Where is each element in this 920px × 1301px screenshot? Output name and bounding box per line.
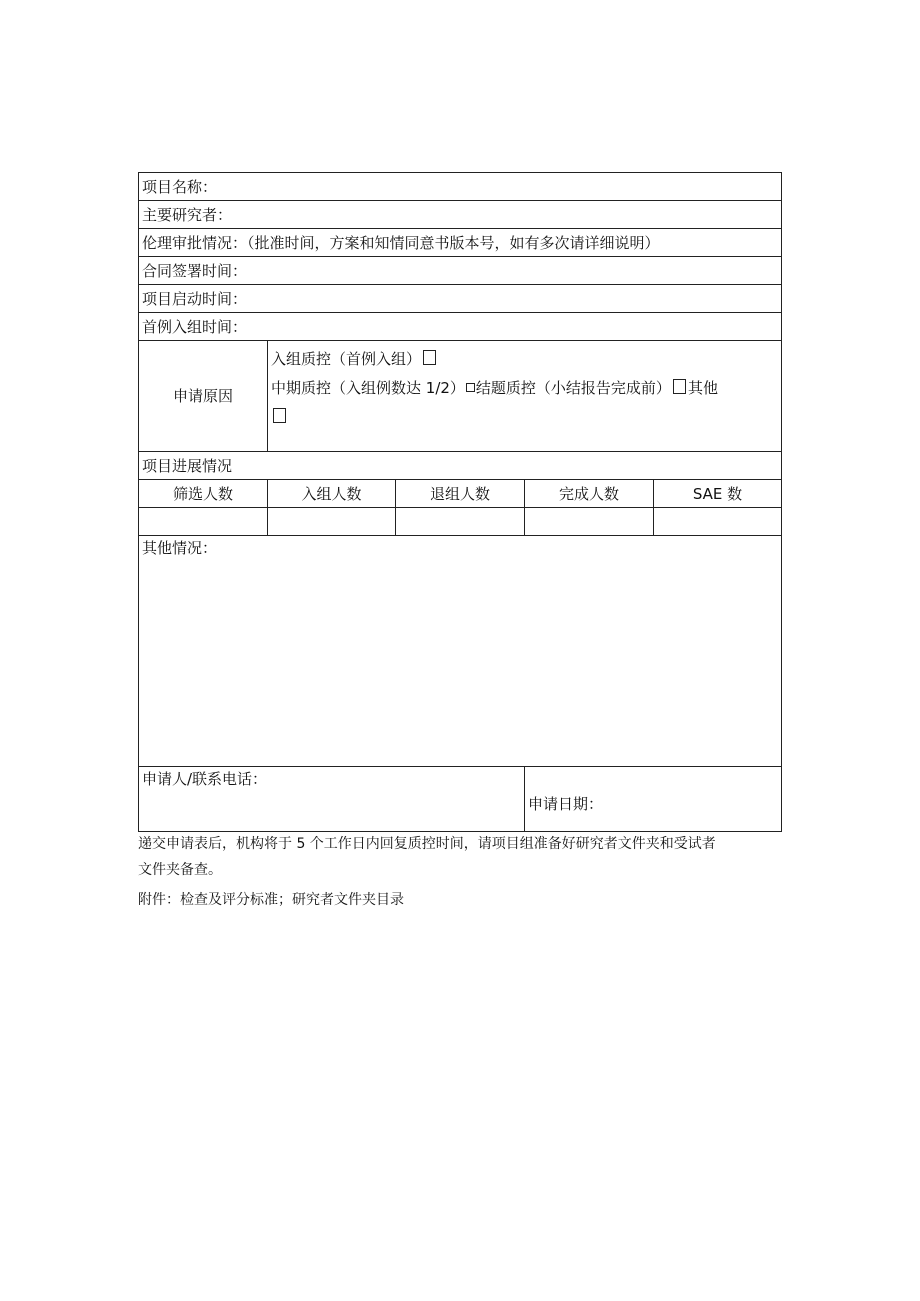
col-screened: 筛选人数 — [139, 480, 268, 508]
attachment-note: 附件：检查及评分标准；研究者文件夹目录 — [138, 892, 404, 908]
pi-label: 主要研究者： — [142, 205, 233, 224]
submission-note — [138, 831, 783, 883]
col-sae: SAE 数 — [654, 480, 782, 508]
progress-label: 项目进展情况 — [142, 456, 233, 475]
col-withdrawn: 退组人数 — [396, 480, 525, 508]
applicant-field[interactable] — [139, 767, 525, 832]
submission-note-line2: 文件夹备查。 — [138, 862, 222, 878]
first-enroll-field[interactable] — [139, 313, 782, 341]
qc-application-form — [138, 172, 782, 832]
pi-field[interactable] — [139, 201, 782, 229]
ethics-label: 伦理审批情况：（批准时间，方案和知情同意书版本号，如有多次请详细说明） — [142, 233, 660, 252]
application-date-field[interactable] — [525, 767, 782, 832]
start-date-label: 项目启动时间： — [142, 289, 248, 308]
col-completed: 完成人数 — [525, 480, 654, 508]
submission-note-line1: 递交申请表后，机构将于 5 个工作日内回复质控时间，请项目组准备好研究者文件夹和受试者 — [138, 836, 716, 852]
reason-option-midterm: 中期质控（入组例数达 1/2） — [271, 379, 465, 397]
reason-label-cell — [139, 341, 268, 452]
ethics-field[interactable] — [139, 229, 782, 257]
cell-sae[interactable] — [654, 508, 782, 536]
checkbox-first-enroll[interactable] — [423, 350, 436, 365]
other-info-field[interactable] — [139, 536, 782, 767]
contract-date-field[interactable] — [139, 257, 782, 285]
application-date-label: 申请日期： — [528, 795, 604, 813]
other-info-label: 其他情况： — [142, 539, 218, 557]
applicant-label: 申请人/联系电话： — [142, 770, 268, 788]
cell-completed[interactable] — [525, 508, 654, 536]
contract-date-label: 合同签署时间： — [142, 261, 248, 280]
checkbox-other[interactable] — [273, 408, 286, 423]
start-date-field[interactable] — [139, 285, 782, 313]
reason-label: 申请原因 — [172, 387, 233, 405]
reason-option-closing: 结题质控（小结报告完成前） — [475, 379, 671, 397]
reason-option-other: 其他 — [687, 379, 718, 397]
cell-withdrawn[interactable] — [396, 508, 525, 536]
progress-header — [139, 452, 782, 480]
checkbox-closing[interactable] — [673, 379, 686, 394]
project-name-field[interactable] — [139, 173, 782, 201]
col-enrolled: 入组人数 — [268, 480, 396, 508]
reason-option-first-enroll: 入组质控（首例入组） — [271, 350, 422, 368]
cell-enrolled[interactable] — [268, 508, 396, 536]
cell-screened[interactable] — [139, 508, 268, 536]
reason-options — [268, 341, 782, 452]
checkbox-midterm[interactable] — [466, 383, 475, 392]
first-enroll-label: 首例入组时间： — [142, 317, 248, 336]
project-name-label: 项目名称： — [142, 177, 218, 196]
